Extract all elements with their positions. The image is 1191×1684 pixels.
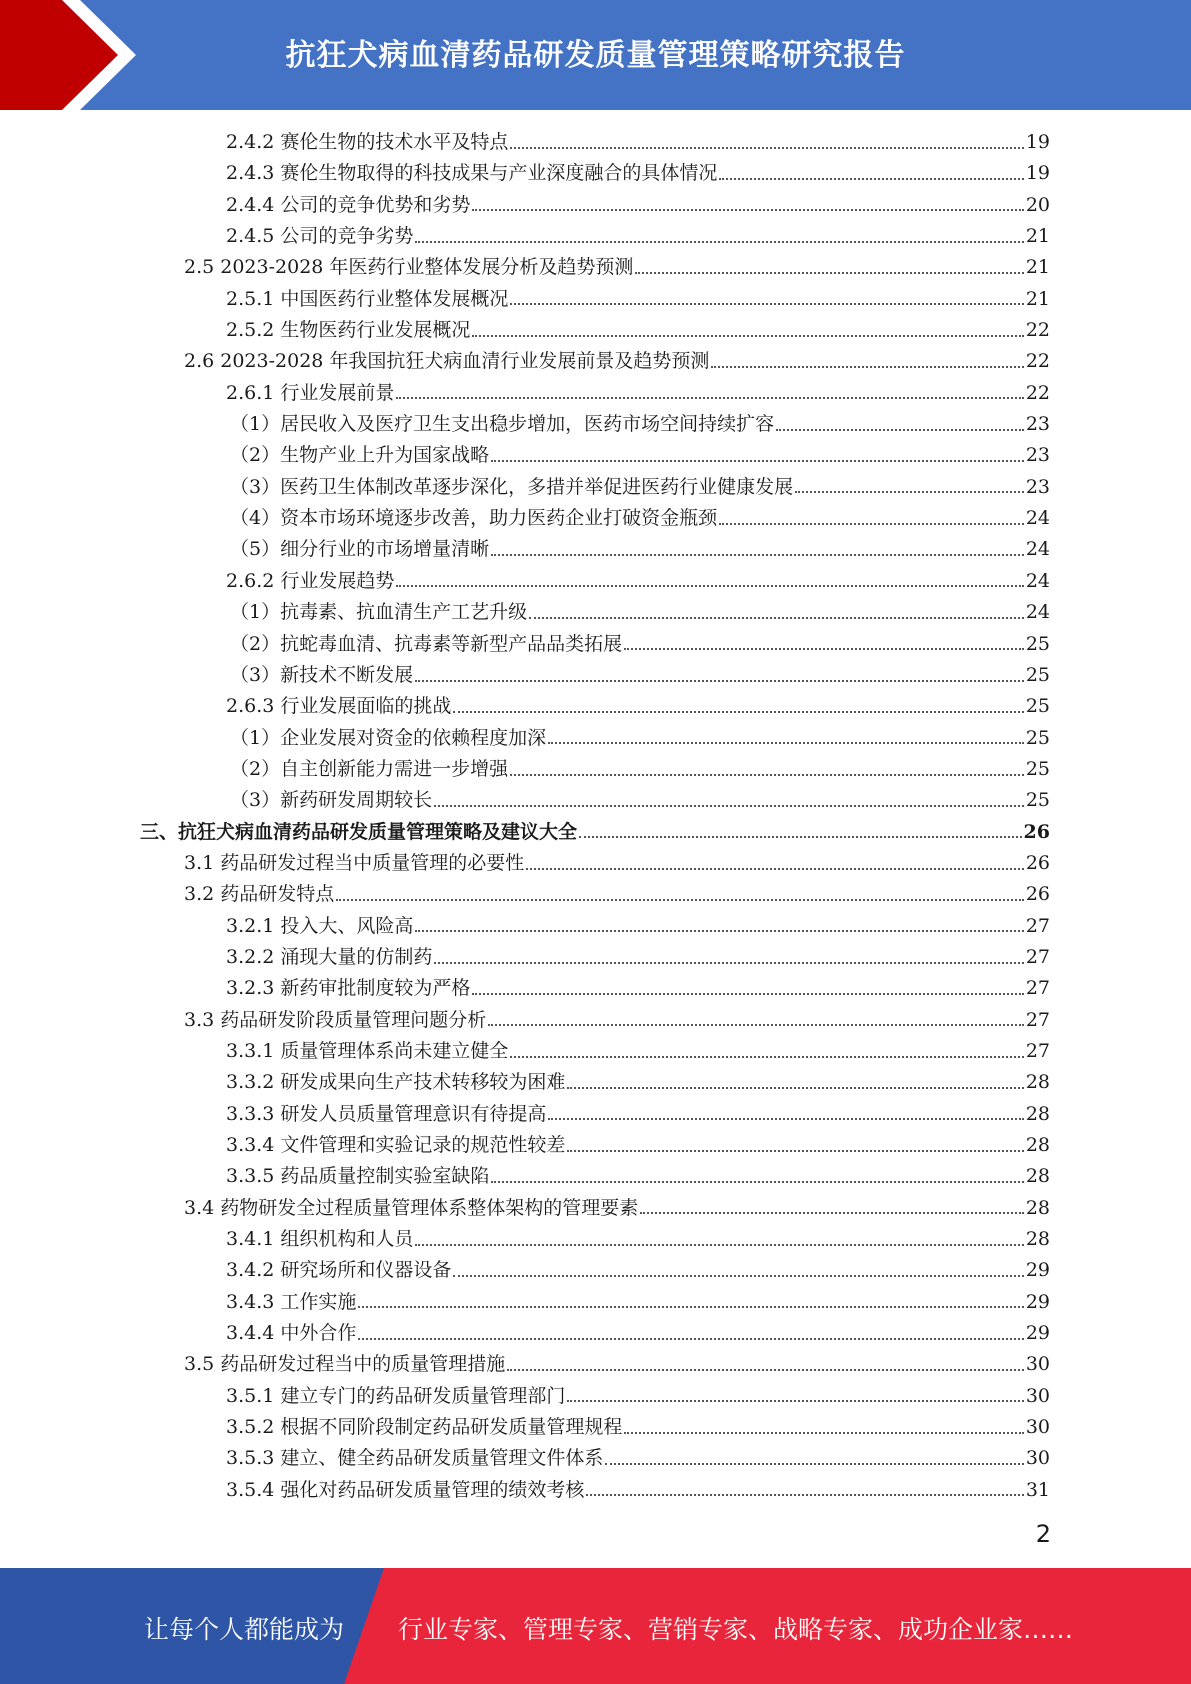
toc-entry-page: 27 [1025,1039,1050,1062]
toc-leader-dots [491,460,1024,462]
toc-entry-title: 三、抗狂犬病血清药品研发质量管理策略及建议大全 [140,820,578,843]
toc-entry[interactable] [140,1349,1050,1380]
toc-entry-page: 28 [1025,1134,1050,1156]
toc-leader-dots [491,554,1024,556]
toc-entry-title: 3.4.4 中外合作 [226,1322,357,1345]
toc-entry-page: 28 [1025,1165,1050,1188]
toc-entry[interactable] [140,754,1050,785]
toc-leader-dots [624,648,1024,650]
toc-entry-title: 3.5 药品研发过程当中的质量管理措施 [184,1353,506,1376]
toc-entry-page: 28 [1025,1102,1050,1125]
toc-leader-dots [567,1150,1023,1152]
toc-leader-dots [472,335,1023,337]
toc-entry-page: 26 [1025,883,1050,906]
toc-entry[interactable] [140,1036,1050,1067]
toc-entry-page: 24 [1025,569,1050,592]
toc-entry-title: 3.3 药品研发阶段质量管理问题分析 [184,1008,487,1031]
toc-entry[interactable] [140,629,1050,660]
toc-entry-title: 3.3.5 药品质量控制实验室缺陷 [226,1165,490,1188]
toc-entry[interactable] [140,1381,1050,1412]
toc-entry-page: 20 [1025,193,1050,216]
toc-leader-dots [719,523,1024,525]
toc-entry-title: 3.5.2 根据不同阶段制定药品研发质量管理规程 [226,1416,623,1439]
report-title: 抗狂犬病血清药品研发质量管理策略研究报告 [285,38,906,73]
toc-entry-title: （3）新药研发周期较长 [230,789,433,812]
toc-entry[interactable] [140,1099,1050,1130]
toc-leader-dots [507,1369,1024,1371]
toc-leader-dots [640,1212,1024,1214]
toc-leader-dots [510,303,1023,305]
toc-leader-dots [434,962,1023,964]
toc-entry-title: 2.4.3 赛伦生物取得的科技成果与产业深度融合的具体情况 [226,162,718,185]
toc-leader-dots [579,836,1022,838]
toc-entry-title: 3.5.3 建立、健全药品研发质量管理文件体系 [226,1447,604,1470]
toc-entry-title: 3.2.3 新药审批制度较为严格 [226,977,471,1000]
toc-leader-dots [719,178,1023,180]
toc-leader-dots [526,868,1024,870]
toc-leader-dots [548,1118,1023,1120]
toc-leader-dots [453,711,1023,713]
toc-entry[interactable] [140,1005,1050,1036]
toc-entry[interactable] [140,1287,1050,1318]
toc-entry[interactable] [140,472,1050,503]
page-footer [0,1568,1191,1684]
toc-entry-title: 3.4.1 组织机构和人员 [226,1228,414,1251]
toc-leader-dots [434,805,1024,807]
toc-entry[interactable] [140,597,1050,628]
toc-entry-page: 30 [1025,1384,1050,1407]
toc-entry[interactable] [140,378,1050,409]
toc-entry-page: 22 [1025,381,1050,404]
toc-entry[interactable] [140,1318,1050,1349]
toc-leader-dots [510,147,1023,149]
toc-entry-title: 3.1 药品研发过程当中质量管理的必要性 [184,851,525,874]
toc-entry[interactable] [140,1130,1050,1161]
toc-entry-page: 24 [1025,601,1050,624]
toc-leader-dots [415,241,1023,243]
toc-entry-title: 3.4.3 工作实施 [226,1290,357,1313]
toc-entry-title: （1）居民收入及医疗卫生支出稳步增加，医药市场空间持续扩容 [230,413,775,436]
toc-entry[interactable] [140,284,1050,315]
toc-entry-title: 2.6.1 行业发展前景 [226,381,395,404]
toc-entry[interactable] [140,723,1050,754]
toc-entry-page: 22 [1025,350,1050,373]
toc-entry-page: 25 [1025,726,1050,749]
toc-entry-page: 22 [1025,319,1050,342]
toc-entry[interactable] [140,785,1050,816]
toc-entry-page: 27 [1025,945,1050,968]
footer-slogan-left: 让每个人都能成为 [144,1615,345,1644]
toc-entry-page: 29 [1025,1290,1050,1313]
toc-entry-title: 2.5 2023-2028 年医药行业整体发展分析及趋势预测 [184,256,634,279]
toc-entry[interactable] [140,1475,1050,1506]
toc-entry-page: 23 [1025,413,1050,436]
toc-entry-title: 3.3.4 文件管理和实验记录的规范性较差 [226,1134,566,1156]
toc-entry-page: 25 [1025,663,1050,686]
toc-entry[interactable] [140,1161,1050,1192]
toc-entry-page: 31 [1025,1478,1050,1501]
toc-entry-page: 26 [1025,851,1050,874]
toc-entry-page: 21 [1025,287,1050,310]
toc-entry-page: 19 [1025,131,1050,153]
toc-entry-page: 23 [1025,475,1050,498]
page-number: 2 [1035,1520,1051,1548]
toc-entry[interactable] [140,566,1050,597]
toc-entry-page: 21 [1025,225,1050,248]
toc-entry-page: 30 [1025,1447,1050,1470]
toc-entry-title: （3）新技术不断发展 [230,663,414,686]
toc-entry-page: 25 [1025,632,1050,655]
toc-leader-dots [358,1306,1023,1308]
toc-entry-title: 3.4.2 研究场所和仪器设备 [226,1259,452,1282]
toc-leader-dots [586,1494,1023,1496]
toc-entry[interactable] [140,1224,1050,1255]
toc-entry[interactable] [140,911,1050,942]
toc-leader-dots [396,585,1023,587]
toc-entry[interactable] [140,221,1050,252]
toc-entry-page: 28 [1025,1071,1050,1094]
page-header [0,0,1191,110]
toc-leader-dots [567,1400,1023,1402]
toc-entry-title: （4）资本市场环境逐步改善，助力医药企业打破资金瓶颈 [230,507,718,530]
toc-leader-dots [529,617,1024,619]
toc-leader-dots [510,774,1024,776]
toc-entry-title: 2.5.1 中国医药行业整体发展概况 [226,287,509,310]
toc-leader-dots [776,429,1024,431]
toc-entry-title: 3.2.1 投入大、风险高 [226,914,414,937]
table-of-contents [140,127,1050,1506]
toc-entry-page: 27 [1025,977,1050,1000]
toc-entry[interactable] [140,879,1050,910]
toc-entry[interactable] [140,127,1050,158]
toc-entry[interactable] [140,440,1050,471]
toc-entry-page: 19 [1025,162,1050,185]
toc-entry-page: 28 [1025,1196,1050,1219]
toc-entry-title: 3.5.1 建立专门的药品研发质量管理部门 [226,1384,566,1407]
toc-leader-dots [635,272,1023,274]
toc-entry-title: 2.5.2 生物医药行业发展概况 [226,319,471,342]
toc-entry-title: 2.6.3 行业发展面临的挑战 [226,695,452,718]
toc-entry-title: 2.6 2023-2028 年我国抗狂犬病血清行业发展前景及趋势预测 [184,350,710,373]
toc-leader-dots [605,1463,1023,1465]
toc-entry-title: 3.5.4 强化对药品研发质量管理的绩效考核 [226,1478,585,1501]
toc-entry[interactable] [140,503,1050,534]
toc-entry[interactable] [140,973,1050,1004]
toc-entry[interactable] [140,1255,1050,1286]
toc-entry[interactable] [140,848,1050,879]
footer-slogan-right: 行业专家、管理专家、营销专家、战略专家、成功企业家…… [398,1615,1074,1644]
toc-leader-dots [510,1056,1023,1058]
toc-entry[interactable] [140,346,1050,377]
toc-leader-dots [488,1024,1024,1026]
toc-entry-page: 30 [1025,1416,1050,1439]
toc-entry-page: 27 [1025,914,1050,937]
toc-entry[interactable] [140,252,1050,283]
toc-leader-dots [415,680,1024,682]
toc-entry-title: 3.4 药物研发全过程质量管理体系整体架构的管理要素 [184,1196,639,1219]
toc-entry[interactable] [140,1443,1050,1474]
toc-entry-page: 29 [1025,1259,1050,1282]
toc-entry[interactable] [140,158,1050,189]
toc-leader-dots [415,930,1023,932]
toc-entry-page: 27 [1025,1008,1050,1031]
toc-entry[interactable] [140,691,1050,722]
toc-entry-page: 25 [1025,789,1050,812]
toc-leader-dots [548,742,1024,744]
toc-entry[interactable] [140,660,1050,691]
toc-entry-title: （2）自主创新能力需进一步增强 [230,757,509,780]
toc-leader-dots [795,491,1024,493]
toc-entry-title: 3.3.2 研发成果向生产技术转移较为困难 [226,1071,566,1094]
toc-entry-title: （5）细分行业的市场增量清晰 [230,538,490,561]
toc-entry-title: （3）医药卫生体制改革逐步深化，多措并举促进医药行业健康发展 [230,475,794,498]
toc-entry[interactable] [140,1412,1050,1443]
toc-entry-title: 2.6.2 行业发展趋势 [226,569,395,592]
toc-entry-title: 3.2 药品研发特点 [184,883,335,906]
toc-entry-title: 2.4.2 赛伦生物的技术水平及特点 [226,131,509,153]
toc-leader-dots [472,993,1023,995]
toc-leader-dots [396,397,1023,399]
toc-entry-title: 3.3.3 研发人员质量管理意识有待提高 [226,1102,547,1125]
toc-entry-page: 29 [1025,1322,1050,1345]
toc-entry-title: （2）生物产业上升为国家战略 [230,444,490,467]
toc-entry[interactable] [140,942,1050,973]
toc-entry-page: 30 [1025,1353,1050,1376]
toc-entry-title: 2.4.5 公司的竞争劣势 [226,225,414,248]
toc-leader-dots [472,209,1023,211]
toc-entry-title: （1）抗毒素、抗血清生产工艺升级 [230,601,528,624]
toc-entry-page: 24 [1025,538,1050,561]
toc-leader-dots [453,1275,1023,1277]
toc-entry-title: （1）企业发展对资金的依赖程度加深 [230,726,547,749]
toc-entry-page: 26 [1023,820,1050,843]
toc-entry-page: 21 [1025,256,1050,279]
toc-entry-page: 25 [1025,757,1050,780]
toc-entry-title: （2）抗蛇毒血清、抗毒素等新型产品品类拓展 [230,632,623,655]
toc-leader-dots [624,1432,1023,1434]
toc-leader-dots [711,366,1023,368]
toc-entry[interactable] [140,315,1050,346]
toc-entry[interactable] [140,1067,1050,1098]
toc-entry[interactable] [140,190,1050,221]
toc-leader-dots [491,1181,1023,1183]
toc-entry-page: 23 [1025,444,1050,467]
toc-entry-title: 3.2.2 涌现大量的仿制药 [226,945,433,968]
toc-leader-dots [336,899,1024,901]
toc-entry[interactable] [140,409,1050,440]
toc-entry[interactable] [140,1193,1050,1224]
toc-entry-page: 25 [1025,695,1050,718]
toc-entry-page: 24 [1025,507,1050,530]
toc-entry-title: 3.3.1 质量管理体系尚未建立健全 [226,1039,509,1062]
toc-leader-dots [415,1244,1023,1246]
toc-entry-title: 2.4.4 公司的竞争优势和劣势 [226,193,471,216]
toc-leader-dots [567,1087,1023,1089]
toc-entry[interactable] [140,817,1050,848]
toc-leader-dots [358,1338,1023,1340]
toc-entry-page: 28 [1025,1228,1050,1251]
toc-entry[interactable] [140,534,1050,565]
